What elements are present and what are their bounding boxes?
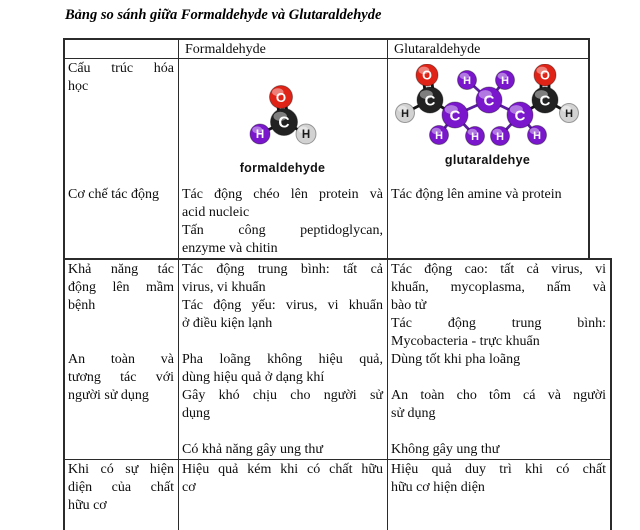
glutaraldehyde-efficacy-cell [388, 260, 610, 460]
text-line: enzyme và chitin [182, 241, 278, 256]
row-label-cell [65, 260, 179, 460]
formaldehyde-organic-cell [179, 460, 388, 530]
text-line: Pha loãng không hiệu quả, [182, 352, 383, 367]
text-line: bệnh [68, 298, 96, 313]
svg-text:H: H [501, 74, 509, 87]
formaldehyde-mechanism-text [182, 186, 383, 258]
text-line: diện của chất [68, 480, 174, 495]
glutaraldehyde-molecule-image [395, 64, 580, 146]
structure-label [68, 60, 174, 186]
svg-text:H: H [463, 74, 471, 87]
text-line: bào tử [391, 298, 427, 313]
glutaraldehyde-mechanism-text [391, 186, 584, 204]
svg-text:O: O [275, 89, 286, 105]
text-line: Tác động cao: tất cả virus, vi [391, 262, 606, 277]
text-line [182, 423, 383, 441]
text-line: Khi có sự hiện [68, 462, 174, 477]
text-line [182, 333, 383, 351]
text-line: ở điều kiện lạnh [182, 316, 273, 331]
page-title: Bảng so sánh giữa Formaldehyde và Glutaraldehyde [65, 7, 382, 23]
text-line: Mycobacteria - trực khuẩn [391, 334, 540, 349]
text-line: An toàn cho tôm cá và người [391, 388, 606, 403]
text-line [68, 333, 174, 351]
svg-text:H: H [471, 130, 479, 143]
text-line: người sử dụng [68, 388, 149, 403]
text-line: Tác động trung bình: [391, 316, 606, 331]
formaldehyde-efficacy-cell [179, 260, 388, 460]
efficacy-safety-row [65, 260, 610, 460]
header-glutaraldehyde: Glutaraldehyde [388, 40, 588, 59]
svg-text:C: C [449, 108, 461, 125]
text-line [391, 423, 606, 441]
svg-text:C: C [539, 93, 551, 110]
text-line [68, 315, 174, 333]
text-line: Dùng tốt khi pha loãng [391, 352, 521, 367]
svg-text:H: H [255, 129, 264, 142]
organic-matter-row [65, 460, 610, 530]
text-line: động lên mầm [68, 280, 174, 295]
text-line: khuẩn, mycoplasma, nấm và [391, 280, 606, 295]
text-line: An toàn và [68, 352, 174, 367]
svg-text:O: O [422, 68, 432, 83]
text-line: Tác động yếu: virus, vi khuẩn [182, 298, 383, 313]
structure-mechanism-row [65, 59, 588, 258]
text-line: Tác động lên amine và protein [391, 187, 562, 202]
svg-text:H: H [401, 107, 409, 120]
molecule-svg [245, 84, 321, 146]
header-formaldehyde: Formaldehyde [179, 40, 388, 59]
table-header-row [65, 40, 588, 59]
text-line: Có khả năng gây ung thư [182, 442, 323, 457]
svg-text:H: H [533, 129, 541, 142]
text-line: hữu cơ hiện diện [391, 480, 485, 495]
formaldehyde-molecule-caption: formaldehyde [239, 161, 326, 175]
svg-text:H: H [496, 130, 504, 143]
text-line: Không gây ung thư [391, 442, 500, 457]
glutaraldehyde-structure-figure [391, 60, 584, 186]
comparison-table-lower [63, 258, 612, 530]
text-line: Gây khó chịu cho người sử [182, 388, 383, 403]
text-line: học [68, 79, 89, 94]
text-line: Hiệu quả kém khi có chất hữu [182, 462, 383, 477]
formaldehyde-structure-cell [179, 59, 388, 258]
text-line: acid nucleic [182, 205, 250, 220]
svg-text:H: H [435, 129, 443, 142]
text-line: cơ [182, 480, 196, 495]
text-line: Cơ chế tác động [68, 187, 159, 202]
comparison-table-upper [63, 38, 590, 258]
row-label-cell [65, 59, 179, 258]
row-label-cell [65, 460, 179, 530]
text-line: Khả năng tác [68, 262, 174, 277]
glutaraldehyde-molecule-caption: glutaraldehye [444, 153, 531, 167]
text-line: Cấu trúc hóa [68, 61, 174, 76]
glutaraldehyde-organic-cell [388, 460, 610, 530]
text-line: Tấn công peptidoglycan, [182, 223, 383, 238]
glutaraldehyde-structure-cell [388, 59, 588, 258]
header-empty-cell [65, 40, 179, 59]
text-line: dụng [182, 406, 210, 421]
svg-text:H: H [565, 107, 573, 120]
molecule-svg [395, 64, 580, 146]
formaldehyde-molecule-image [245, 84, 321, 146]
text-line: dùng hiệu quả ở dạng khí [182, 370, 325, 385]
svg-text:C: C [483, 93, 495, 110]
text-line: hữu cơ [68, 498, 107, 513]
text-line: Tác động trung bình: tất cả [182, 262, 383, 277]
formaldehyde-structure-figure [182, 60, 383, 186]
svg-text:O: O [540, 68, 550, 83]
mechanism-label [68, 186, 174, 204]
text-line: sử dụng [391, 406, 436, 421]
svg-text:C: C [277, 114, 290, 132]
text-line [391, 369, 606, 387]
text-line: Tác động chéo lên protein và [182, 187, 383, 202]
svg-text:H: H [301, 129, 310, 142]
text-line: virus, vi khuẩn [182, 280, 266, 295]
text-line: Hiệu quả duy trì khi có chất [391, 462, 606, 477]
svg-text:C: C [424, 93, 436, 110]
text-line: tương tác với [68, 370, 174, 385]
svg-text:C: C [514, 108, 526, 125]
